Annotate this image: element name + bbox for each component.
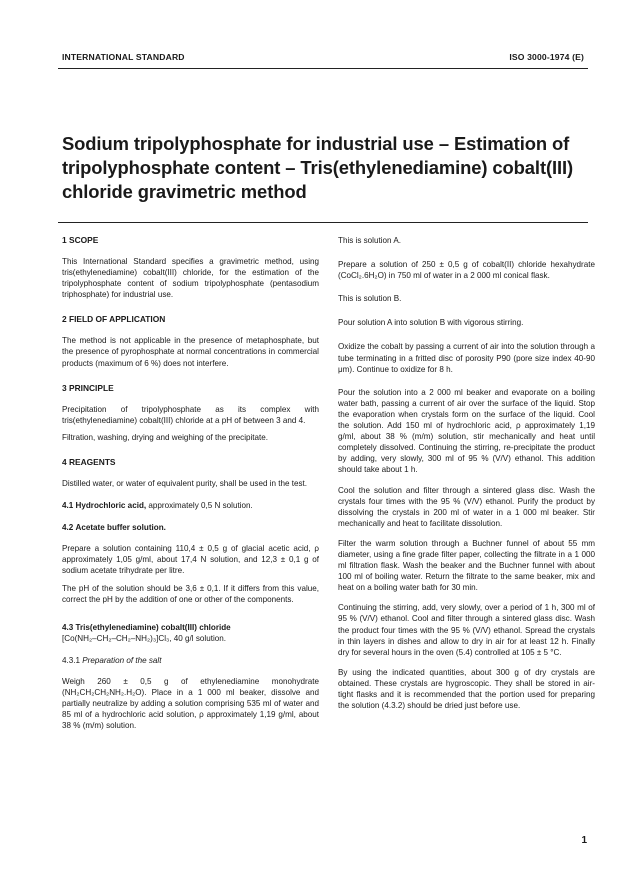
- solution-b-label: This is solution B.: [338, 294, 402, 304]
- title-line-2: tripolyphosphate content – Tris(ethylenediamine) cobalt(III): [62, 157, 574, 178]
- reagent-4-2-name: Acetate buffer solution.: [75, 523, 166, 533]
- left-column: [62, 235, 319, 731]
- section-scope-heading: 1 SCOPE: [62, 235, 99, 245]
- section-principle-text-1: Precipitation of tripolyphosphate as its complex with tris(ethylenediamine) cobalt(III) chloride at a pH of between 3 and 4.: [62, 404, 319, 425]
- header-standard-number: ISO 3000-1974 (E): [509, 52, 584, 62]
- solution-b-preparation: Prepare a solution of 250 ± 0,5 g of cobalt(II) chloride hexahydrate (CoCl₂.6H₂O) in 750 ml of water in a 2 000 ml conical flask.: [338, 260, 595, 281]
- buchner-step: Filter the warm solution through a Buchner funnel of about 55 mm diameter, using a fine grade filter paper, collecting the filtrate in a 1 000 ml filtration flask. Wash the beaker and the Buchner funnel with about 100 ml of boiling water. Return the filtrate to the same beaker, mix and heat on a boiling water bath for 30 min.: [338, 538, 595, 593]
- title-line-3: chloride gravimetric method: [62, 181, 307, 202]
- reagent-4-3-1-name: Preparation of the salt: [82, 655, 162, 665]
- header-rule: [58, 68, 588, 69]
- solution-a-label: This is solution A.: [338, 236, 401, 245]
- header-standard-type: INTERNATIONAL STANDARD: [62, 52, 185, 62]
- reagent-4-3-1-heading: [62, 655, 319, 666]
- reagent-4-1-text: approximately 0,5 N solution.: [148, 501, 253, 511]
- document-title: [62, 132, 592, 204]
- reagent-4-3-heading: [62, 622, 319, 633]
- reagent-4-3-1-number: 4.3.1: [62, 655, 81, 665]
- mixing-step: Pour solution A into solution B with vigorous stirring.: [338, 318, 524, 328]
- section-principle-heading: 3 PRINCIPLE: [62, 382, 114, 393]
- filtration-step: Cool the solution and filter through a sintered glass disc. Wash the crystals four times with the 95 % (V/V) ethanol. Purify the product by dissolving the crystals in 200 ml of water in a 1 000 ml beaker. Stir mechanically and heat to facilitate dissolution.: [338, 485, 595, 528]
- reagent-4-3-formula: [Co(NH₂–CH₂–CH₂–NH₂)₃]Cl₃, 40 g/l solution.: [62, 633, 226, 643]
- reagent-4-2-number: 4.2: [62, 523, 74, 533]
- title-rule: [58, 222, 588, 223]
- reagent-4-2-text-2: The pH of the solution should be 3,6 ± 0,1. If it differs from this value, correct the pH by the addition of one or other of the components.: [62, 584, 319, 605]
- section-principle-text-2: Filtration, washing, drying and weighing of the precipitate.: [62, 432, 269, 442]
- drying-step: Continuing the stirring, add, very slowly, over a period of 1 h, 300 ml of 95 % (V/V) ethanol. Cool and filter through a sintered glass disc. Wash the product four times with the 95 % (V/V) ethanol. Spread the crystals in thin layers in dishes and allow to dry in air for at least 12 h. Finally dry for several hours in the oven (5.4) controlled at 105 ± 5 °C.: [338, 603, 595, 657]
- yield-note: By using the indicated quantities, about 300 g of dry crystals are obtained. These crystals are hygroscopic. They shall be stored in air-tight flasks and it is recommended that the portion used for preparing the solution (4.3.2) should be dried just before use.: [338, 667, 595, 711]
- reagent-4-3-1-text: Weigh 260 ± 0,5 g of ethylenediamine monohydrate (NH₂CH₂CH₂NH₂.H₂O). Place in a 1 000 ml beaker, dissolve and partially neutralize by adding a solution comprising 535 ml of water and 85 ml of a hydrochloric acid solution, ρ approximately 1,19 g/ml, about 38 % (m/m) solution.: [62, 676, 319, 730]
- evaporation-step: Pour the solution into a 2 000 ml beaker and evaporate on a boiling water bath, passing a current of air over the surface of the liquid. Stop the evaporation when crystals form on the surface of the liquid. Cool the solution. Add 150 ml of hydrochloric acid, ρ approximately 1,19 g/ml, about 38 % (m/m) solution, stir mechanically and heat until completely dissolved. Continuing the stirring, re-precipitate the product by adding, very slowly, 300 ml of 95 % (V/V) ethanol. This addition should take about 1 h.: [338, 387, 595, 475]
- section-reagents-text: Distilled water, or water of equivalent purity, shall be used in the test.: [62, 478, 308, 488]
- reagent-4-3-name: Tris(ethylenediamine) cobalt(III) chloride: [75, 622, 231, 632]
- oxidation-step: Oxidize the cobalt by passing a current of air into the solution through a tube terminating in a fritted disc of porosity P90 (pore size index 40-90 μm). Continue to oxidize for 8 h.: [338, 342, 595, 374]
- section-scope-text: This International Standard specifies a gravimetric method, using tris(ethylenediamine) cobalt(III) chloride, for the estimation of the tripolyphosphate content of sodium tripolyphosphate (pentasodium triphosphate) for industrial use.: [62, 257, 319, 300]
- reagent-4-1: [62, 500, 319, 511]
- page-number: 1: [581, 835, 587, 846]
- section-field-heading: 2 FIELD OF APPLICATION: [62, 314, 166, 325]
- section-reagents-heading: 4 REAGENTS: [62, 456, 116, 467]
- title-line-1: Sodium tripolyphosphate for industrial use – Estimation of: [62, 133, 570, 154]
- right-column: [338, 235, 595, 711]
- section-field-text: The method is not applicable in the presence of metaphosphate, but the presence of pyrophosphate at normal concentrations in commercial products (maximum of 6 %) does not interfere.: [62, 336, 319, 368]
- reagent-4-3-number: 4.3: [62, 622, 74, 632]
- reagent-4-2-heading: [62, 522, 319, 533]
- reagent-4-1-number: 4.1: [62, 501, 74, 511]
- reagent-4-1-name: Hydrochloric acid,: [75, 501, 147, 511]
- reagent-4-2-text-1: Prepare a solution containing 110,4 ± 0,5 g of glacial acetic acid, ρ approximately 1,05 g/ml, about 17,4 N solution, and 12,3 ± 0,1 g of sodium acetate trihydrate per litre.: [62, 544, 319, 576]
